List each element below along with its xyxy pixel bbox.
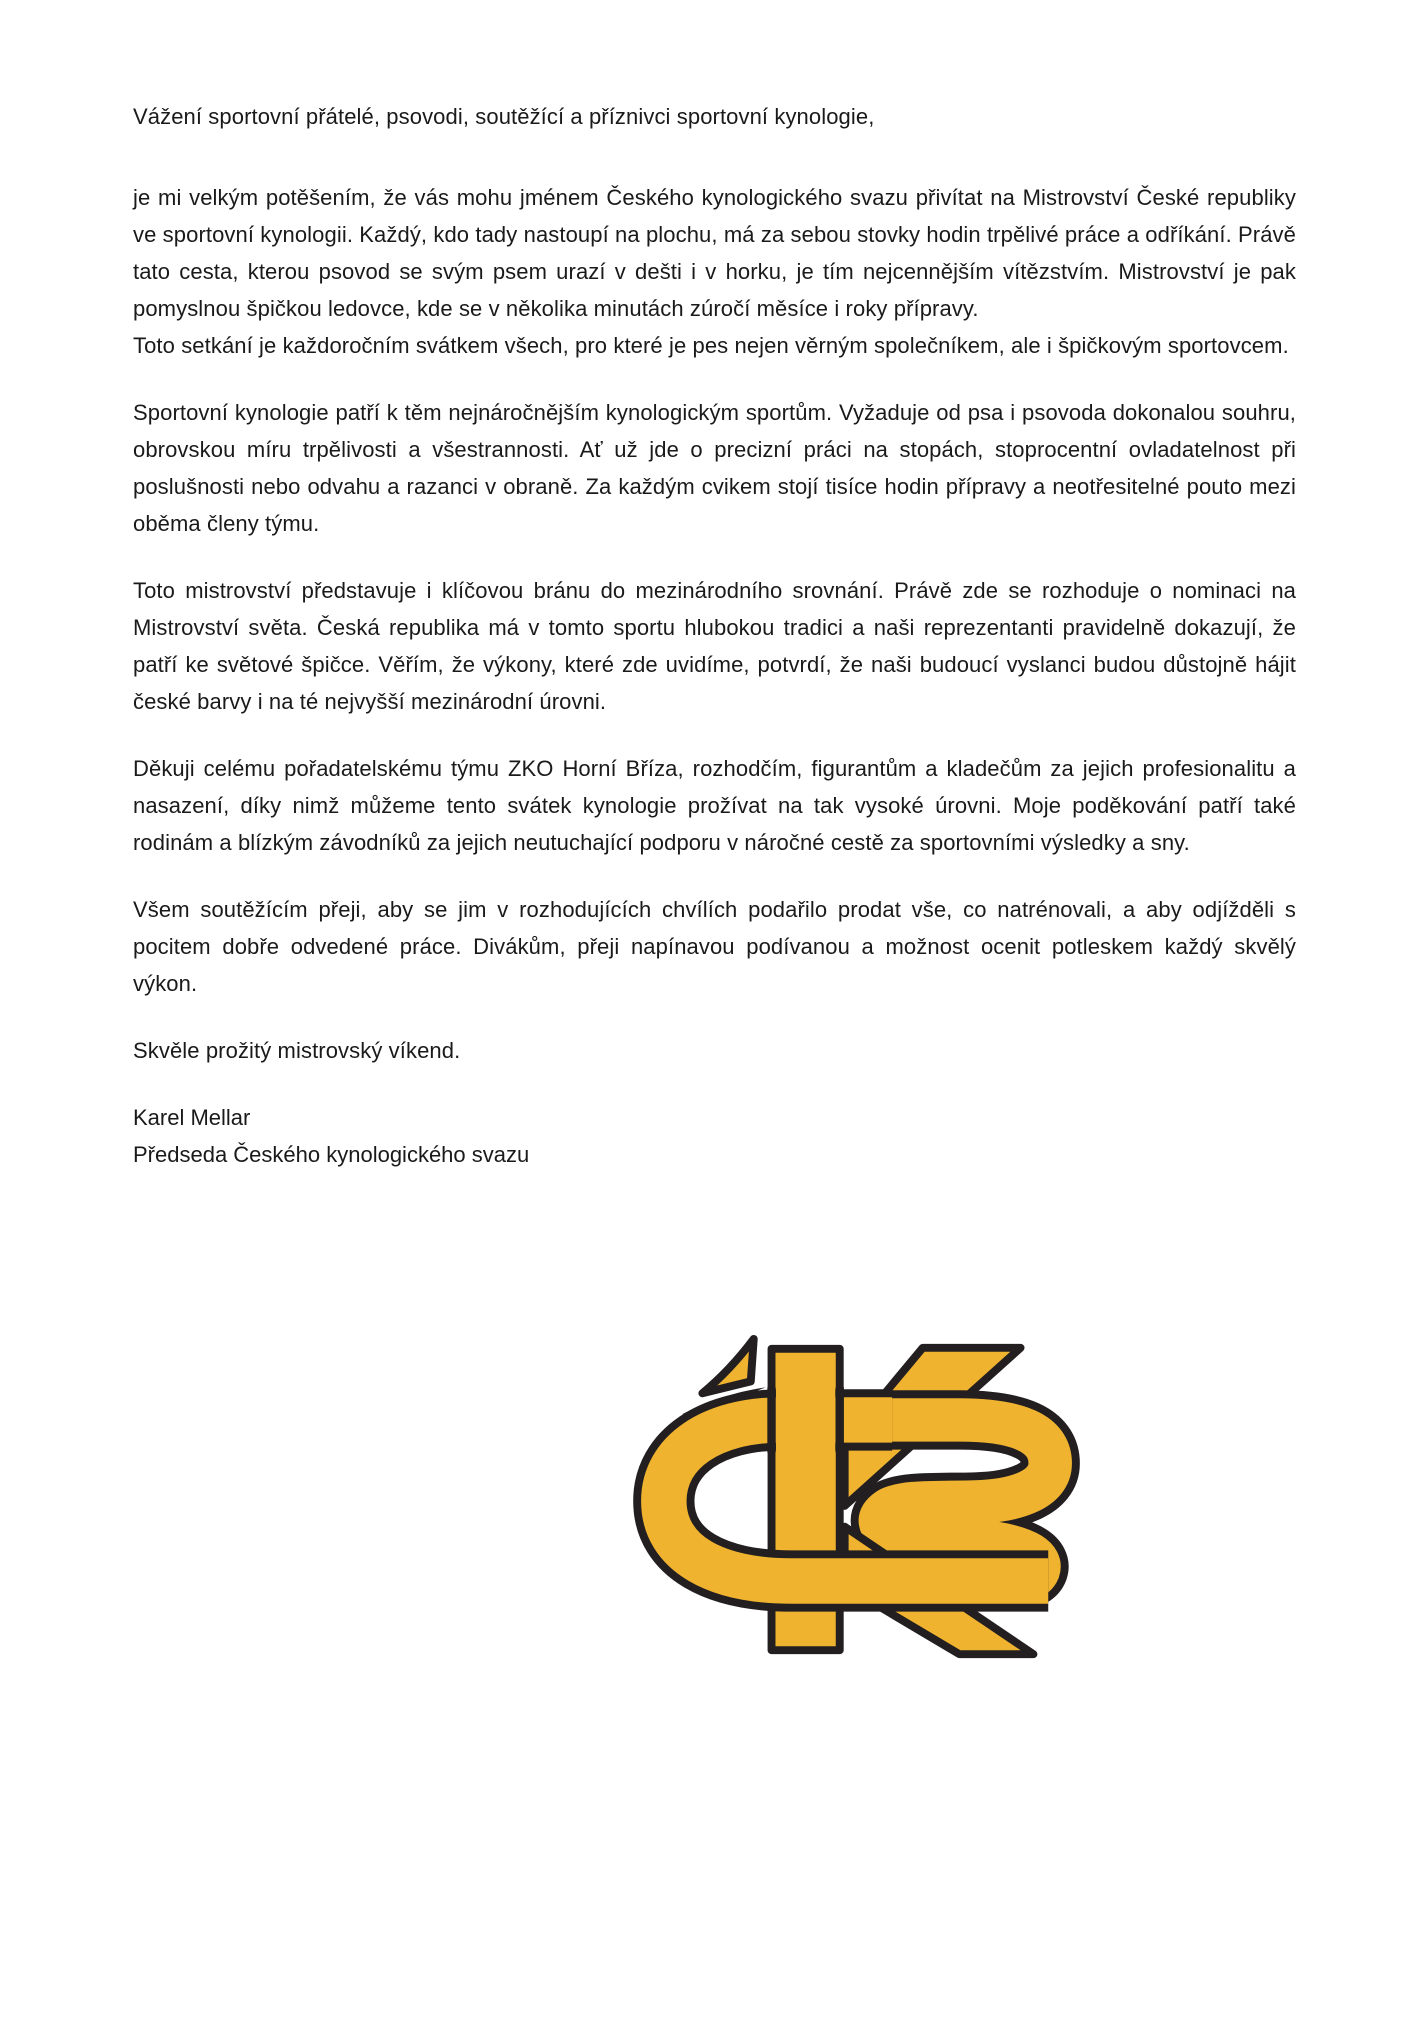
- k-bar-crossing-fill: [776, 1386, 835, 1453]
- cks-monogram-icon: [633, 1331, 1083, 1667]
- hacek-flag-icon: [702, 1339, 753, 1393]
- signature-block: [133, 1099, 1296, 1173]
- greeting-line: Vážení sportovní přátelé, psovodi, soutěžící a příznivci sportovní kynologie,: [133, 104, 875, 129]
- signature-title: Předseda Českého kynologického svazu: [133, 1142, 530, 1167]
- paragraph-annual-celebration: Toto setkání je každoročním svátkem všech, pro které je pes nejen věrným společníkem, ale i špičkovým sportovcem.: [133, 333, 1289, 358]
- paragraph-sport-demands: Sportovní kynologie patří k těm nejnáročnějším kynologickým sportům. Vyžaduje od psa i psovoda dokonalou souhru, obrovskou míru trpělivosti a všestrannosti. Ať už jde o precizní práci na stopách, stoprocentní ovladatelnost při poslušnosti nebo odvahu a razanci v obraně. Za každým cvikem stojí tisíce hodin přípravy a neotřesitelné pouto mezi oběma členy týmu.: [133, 400, 1296, 536]
- paragraph-welcome: je mi velkým potěšením, že vás mohu jménem Českého kynologického svazu přivítat na Mistrovství České republiky ve sportovní kynologii. Každý, kdo tady nastoupí na plochu, má za sebou stovky hodin trpělivé práce a odříkání. Právě tato cesta, kterou psovod se svým psem urazí v dešti i v horku, je tím nejcennějším vítězstvím. Mistrovství je pak pomyslnou špičkou ledovce, kde se v několika minutách zúročí měsíce i roky přípravy.: [133, 185, 1296, 321]
- paragraph-thanks: Děkuji celému pořadatelskému týmu ZKO Horní Bříza, rozhodčím, figurantům a kladečům za jejich profesionalitu a nasazení, díky nimž můžeme tento svátek kynologie prožívat na tak vysoké úrovni. Moje poděkování patří také rodinám a blízkým závodníků za jejich neutuchající podporu v náročné cestě za sportovními výsledky a sny.: [133, 756, 1296, 855]
- cks-logo: [633, 1331, 1083, 1667]
- paragraph-wishes: Všem soutěžícím přeji, aby se jim v rozhodujících chvílích podařilo prodat vše, co natrénovali, a aby odjížděli s pocitem dobře odvedené práce. Divákům, přeji napínavou podívanou a možnost ocenit potleskem každý skvělý výkon.: [133, 897, 1296, 996]
- signature-name: Karel Mellar: [133, 1105, 251, 1130]
- closing-line: Skvěle prožitý mistrovský víkend.: [133, 1038, 461, 1063]
- paragraph-international-stage: Toto mistrovství představuje i klíčovou bránu do mezinárodního srovnání. Právě zde se rozhoduje o nominaci na Mistrovství světa. Česká republika má v tomto sportu hlubokou tradici a naši reprezentanti pravidelně dokazují, že patří ke světové špičce. Věřím, že výkony, které zde uvidíme, potvrdí, že naši budoucí vyslanci budou důstojně hájit české barvy i na té nejvyšší mezinárodní úrovni.: [133, 578, 1296, 714]
